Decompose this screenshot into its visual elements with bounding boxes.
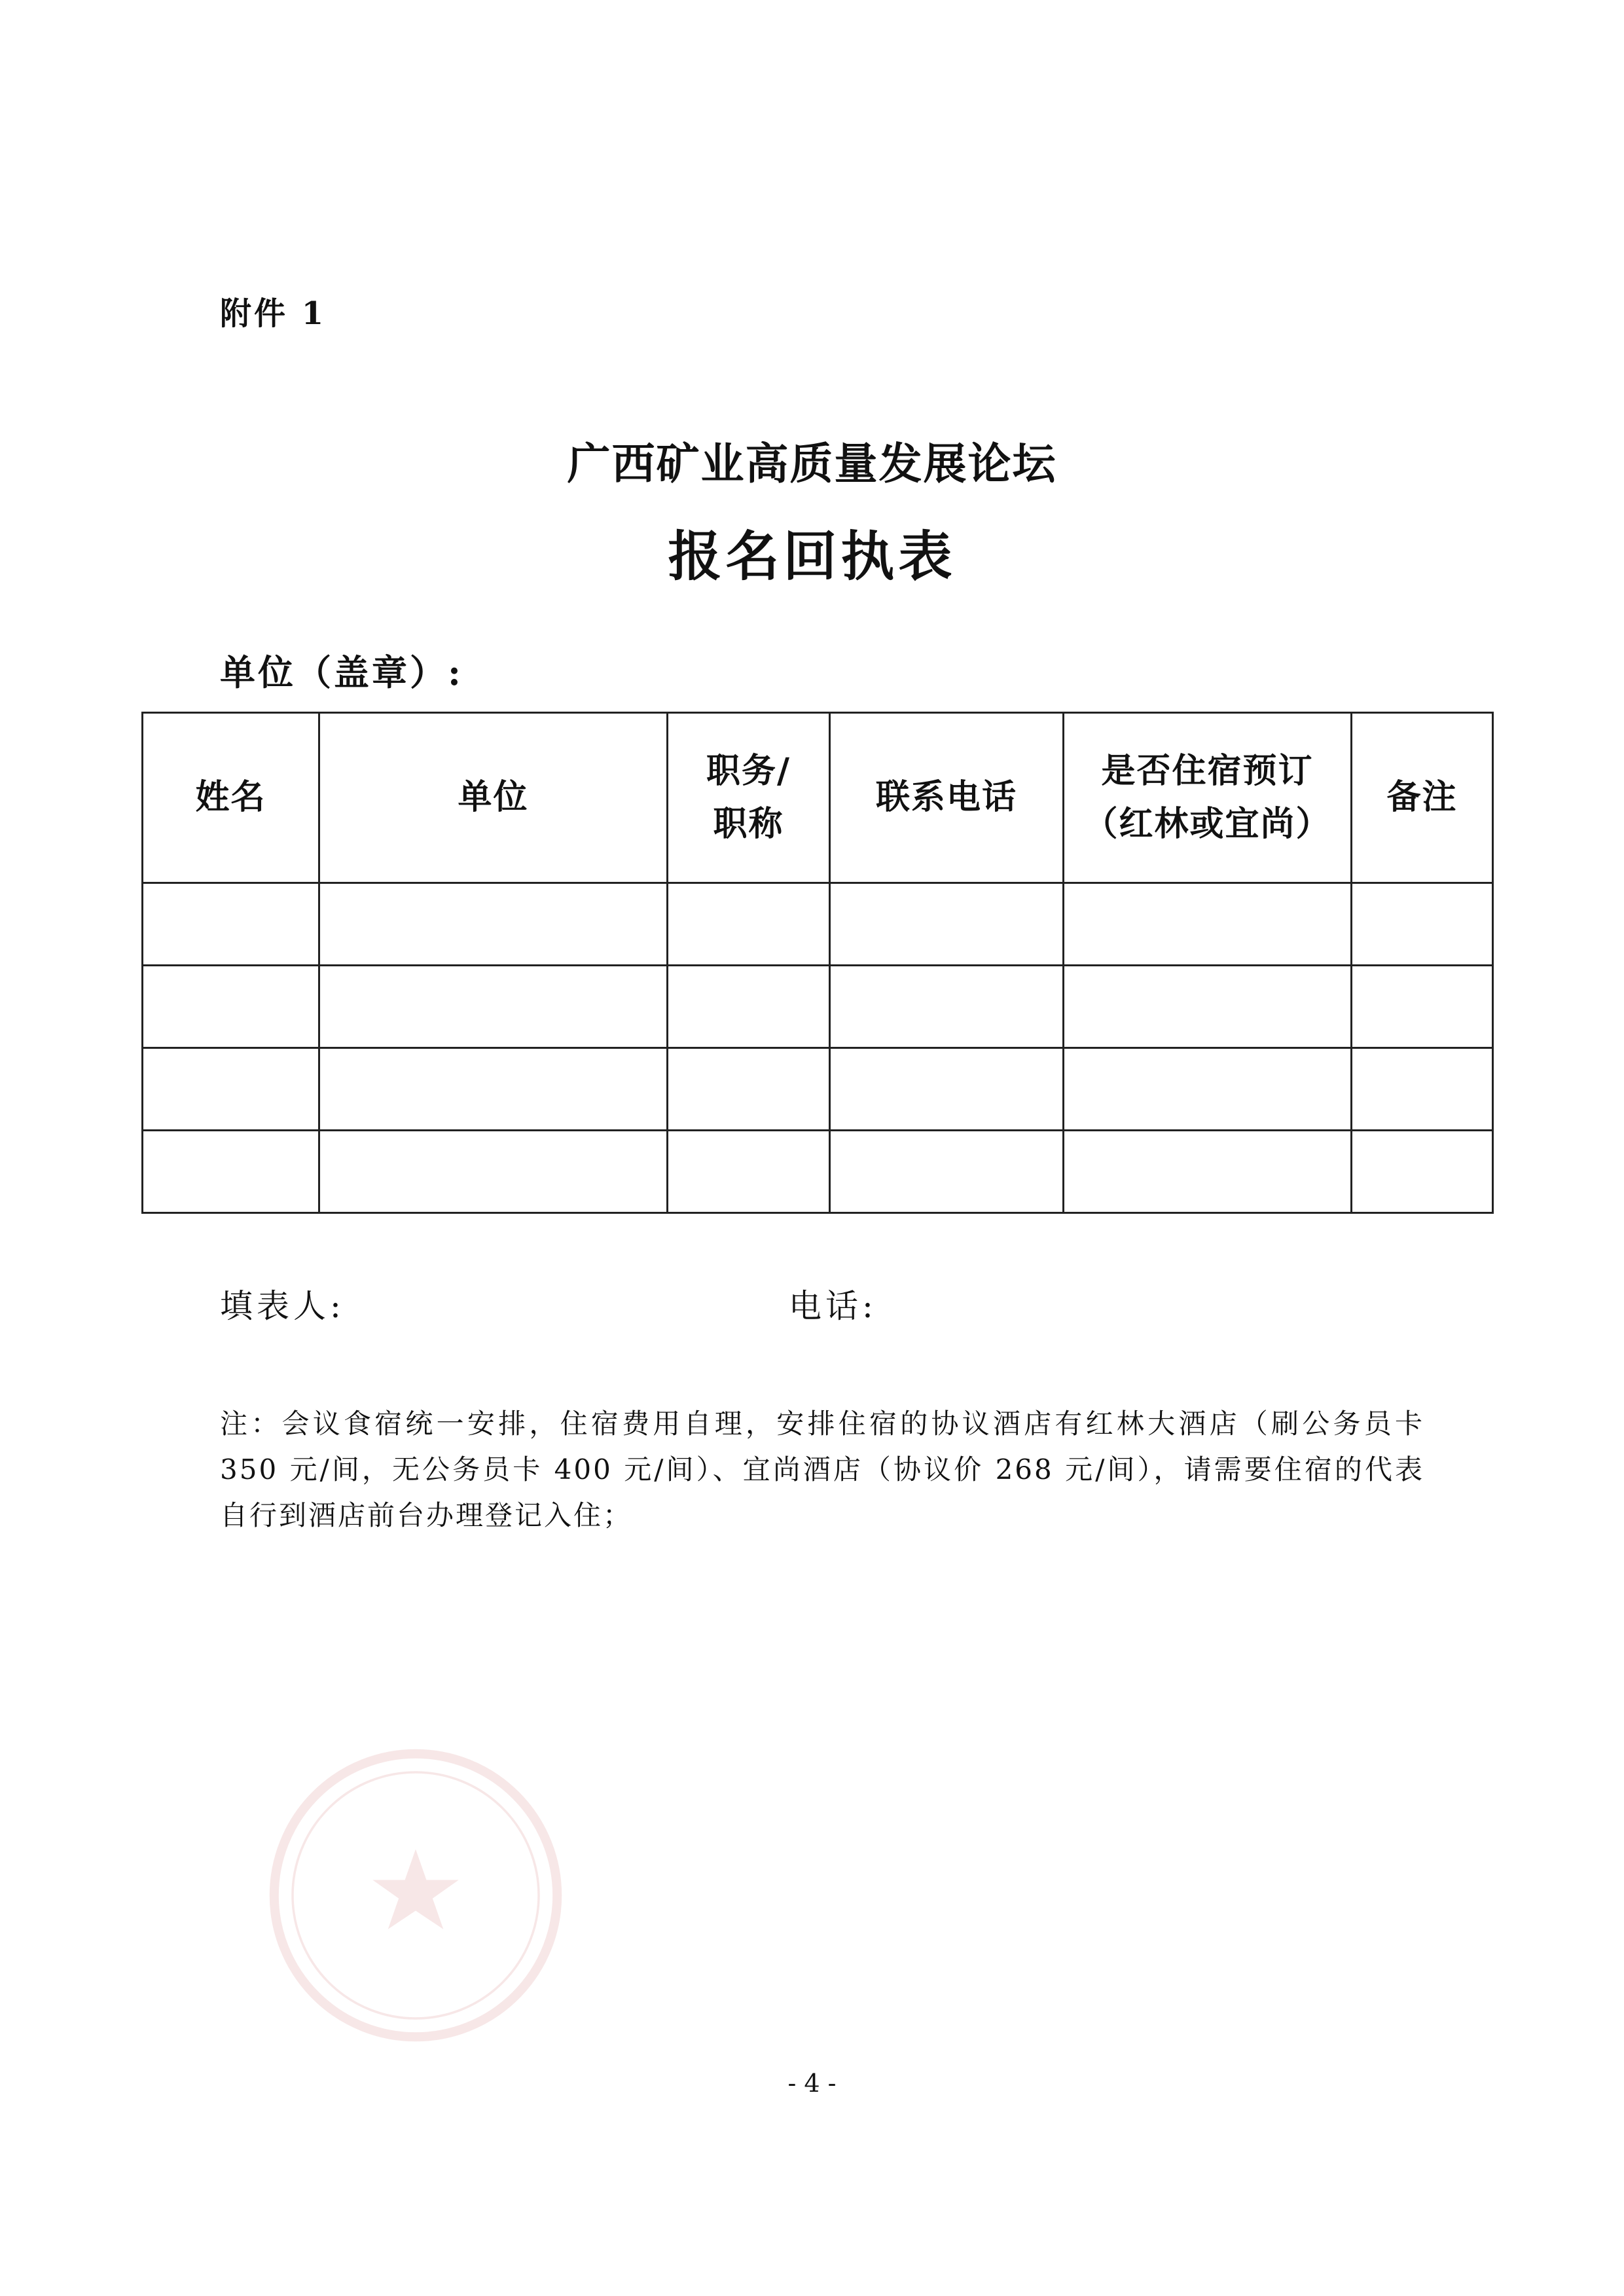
col-header-lodging: 是否住宿预订 （红林或宜尚） (1064, 713, 1352, 883)
table-cell (668, 883, 830, 966)
table-row (143, 1131, 1493, 1213)
table-cell (143, 966, 319, 1048)
page-title: 广西矿业高质量发展论坛 (567, 439, 1057, 489)
table-cell (1352, 966, 1493, 1048)
table-cell (830, 1048, 1064, 1131)
col-header-position: 职务/ 职称 (668, 713, 830, 883)
registration-table (141, 712, 1494, 1214)
table-cell (830, 966, 1064, 1048)
table-cell (668, 1131, 830, 1213)
filler-label: 填表人: (220, 1287, 345, 1325)
table-cell (319, 966, 668, 1048)
unit-stamp-label: 单位（盖章）: (220, 651, 463, 693)
page-number: - 4 - (787, 2069, 837, 2098)
col-header-unit: 单位 (319, 713, 668, 883)
attachment-label: 附件 1 (220, 295, 327, 332)
table-cell (830, 883, 1064, 966)
table-cell (1064, 1048, 1352, 1131)
note-text: 注：会议食宿统一安排，住宿费用自理，安排住宿的协议酒店有红林大酒店（刷公务员卡 350 元/间，无公务员卡 400 元/间）、宜尚酒店（协议价 268 元/间），请需要住宿的代表自行到酒店前台办理登记入住； (220, 1408, 1424, 1531)
table-cell (143, 1131, 319, 1213)
table-cell (143, 1048, 319, 1131)
table-cell (1064, 1131, 1352, 1213)
table-row (143, 1048, 1493, 1131)
col-header-remarks: 备注 (1352, 713, 1493, 883)
col-header-phone: 联系电话 (830, 713, 1064, 883)
table-cell (319, 883, 668, 966)
table-row (143, 883, 1493, 966)
table-cell (1352, 1048, 1493, 1131)
table-cell (830, 1131, 1064, 1213)
table-cell (668, 1048, 830, 1131)
table-row (143, 966, 1493, 1048)
table-cell (319, 1131, 668, 1213)
official-seal-image (262, 1741, 569, 2049)
table-cell (1064, 966, 1352, 1048)
table-cell (143, 883, 319, 966)
table-cell (1064, 883, 1352, 966)
table-cell (668, 966, 830, 1048)
table-cell (1352, 1131, 1493, 1213)
page-subtitle: 报名回执表 (668, 526, 956, 588)
table-cell (1352, 883, 1493, 966)
table-header-row (143, 713, 1493, 883)
table-cell (319, 1048, 668, 1131)
phone-label: 电话: (789, 1287, 877, 1325)
col-header-name: 姓名 (143, 713, 319, 883)
